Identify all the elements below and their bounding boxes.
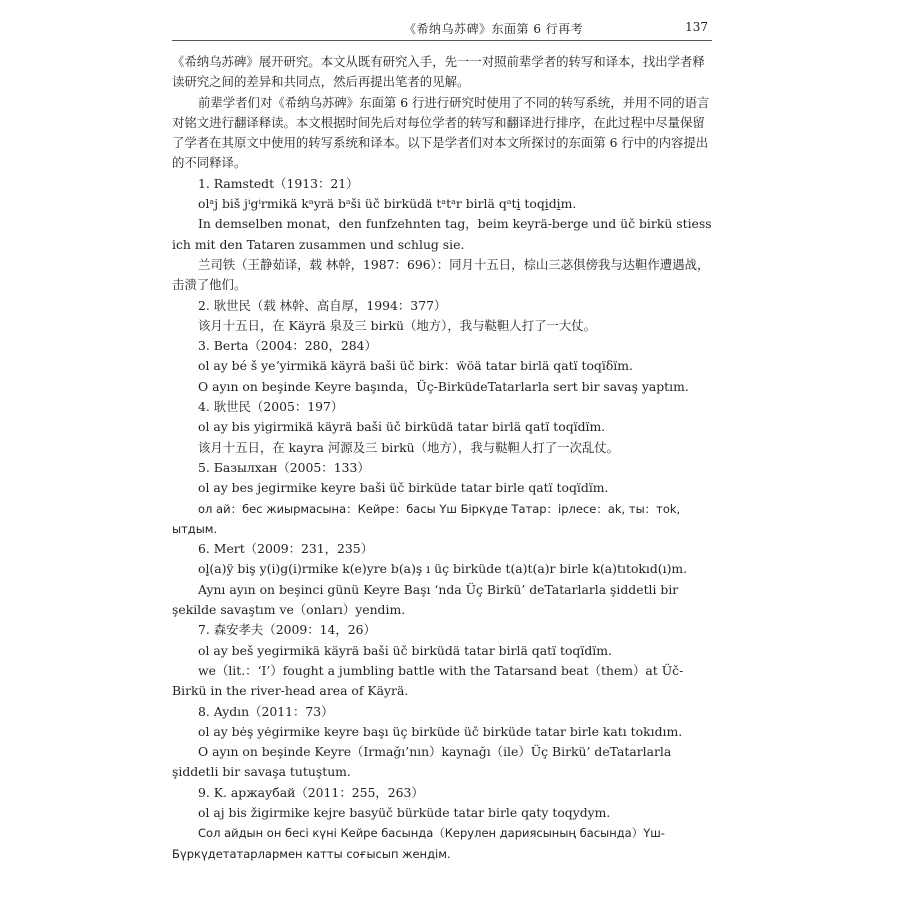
entry-heading-geng-2005: 4. 耿世民（2005：197） [198, 399, 344, 415]
translation-mert: Aynı ayın on beşinci günü Keyre Başı ‘nda Üç Birkü’ deTatarlarla şiddetli bir şekilde savaştım ve（onları）yendim. [172, 581, 679, 618]
entry-heading-ramstedt: 1. Ramstedt（1913：21） [198, 175, 359, 191]
entry-heading-arzhaubai: 9. K. аржаубай（2011：255，263） [198, 784, 424, 800]
entry-heading-mert: 6. Mert（2009：231，235） [198, 541, 374, 557]
transcription-mert: ol̥(a)ÿ biş y(i)g(i)rmike k(e)yre b(a)ş ı üç birküde t(a)t(a)r birle k(a)tıtokıd(ı)m. [198, 561, 688, 577]
translation-aydin: O ayın on beşinde Keyre（Irmağı’nın）kaynağı（ile）Üç Birkü’ deTatarlarla şiddetli bir savaşa tutuştum. [172, 744, 672, 780]
transcription-geng-2005: ol ay bis yigirmikä käyrä baši̇ üč birküdä tatar birlä qatï toqïdïm. [198, 419, 606, 435]
translation-moriyasu: we（lit.：‘I’）fought a jumbling battle with the Tatarsand beat（them）at Üč-Birkü in the river-head area of Käyrä. [172, 662, 684, 699]
page-number: 137 [685, 20, 708, 34]
entry-heading-bazylkhan: 5. Базылхан（2005：133） [198, 459, 370, 475]
transcription-aydin: ol ay bėş yėgirmike keyre başı üç birküde üč birküde tatar birle katı tokıdım. [198, 723, 683, 739]
transcription-ramstedt: olᵃj biš jⁱgⁱrmikä kᵃyrä bᵃši üč birküdä tᵃtᵃr birlä qᵃti̱ toqi̱di̱m. [198, 196, 577, 212]
running-title: 《希纳乌苏碑》东面第 6 行再考 [404, 22, 584, 36]
translation-geng-1994: 该月十五日，在 Käyrä 泉及三 birkü（地方），我与鞑靼人打了一大仗。 [198, 317, 597, 333]
translation-ramstedt-chinese: 兰司铁（王静茹译，载 林幹，1987：696）：同月十五日，棕山三苾俱傍我与达靼作遭遇战，击溃了他们。 [172, 256, 710, 293]
transcription-bazylkhan: ol ay bes jegirmike keyre baši̇ üč birküde tatar birle qatï toqïdïm. [198, 480, 609, 496]
translation-arzhaubai: Сол айдын он бесі күні Кейре басында（Керулен дариясының басында）Үш-Бүркүдетатарлармен катты соғысып жендім. [172, 826, 665, 861]
entry-heading-geng-1994: 2. 耿世民（载 林幹、高自厚，1994：377） [198, 297, 447, 313]
entry-heading-berta: 3. Berta（2004：280，284） [198, 338, 377, 354]
translation-berta: O ayın on beşinde Keyre başında，Üç-BirküdeTatarlarla sert bir savaş yaptım. [198, 378, 689, 394]
transcription-arzhaubai: ol aj bis žigirmike kejre basyüč bürküde tatar birle qaty toqydym. [198, 804, 611, 820]
translation-ramstedt-german: In demselben monat，den funfzehnten tag，beim keyrä-berge und üč birkü stiess ich mit den Tataren zusammen und schlug sie. [172, 216, 712, 252]
translation-geng-2005: 该月十五日，在 kayra 河源及三 birkü（地方），我与鞑靼人打了一次乱仗。 [198, 439, 620, 455]
transcription-berta: ol ay bé š yeʼyirmikä käyrä baši̇ üč birk：ẅöä tatar birlä qatï toqïδïm. [198, 358, 633, 374]
translation-bazylkhan: ол ай：бес жиырмасына：Кейре：басы Үш Біркүде Татар：ірлесе：ak, ты：тоk, ытдым. [172, 501, 681, 536]
entry-heading-moriyasu: 7. 森安孝夫（2009：14，26） [198, 622, 376, 638]
page-body [172, 52, 712, 864]
entry-heading-aydin: 8. Aydın（2011：73） [198, 703, 334, 719]
page-header [172, 18, 712, 41]
intro-paragraph-continued: 《希纳乌苏碑》展开研究。本文从既有研究入手，先一一对照前辈学者的转写和译本，找出学者释读研究之间的差异和共同点，然后再提出笔者的见解。 [172, 54, 705, 90]
transcription-moriyasu: ol ay beš yegirmikä käyrä baši̇ üč birküdä tatar birlä qatï toqïdïm. [198, 642, 612, 658]
intro-paragraph: 前辈学者们对《希纳乌苏碑》东面第 6 行进行研究时使用了不同的转写系统，并用不同的语言对铭文进行翻译释读。本文根据时间先后对每位学者的转写和翻译进行排序，在此过程中尽量保留了学者在其原文中使用的转写系统和译本。以下是学者们对本文所探讨的东面第 6 行中的内容提出的不同释译。 [172, 94, 710, 171]
